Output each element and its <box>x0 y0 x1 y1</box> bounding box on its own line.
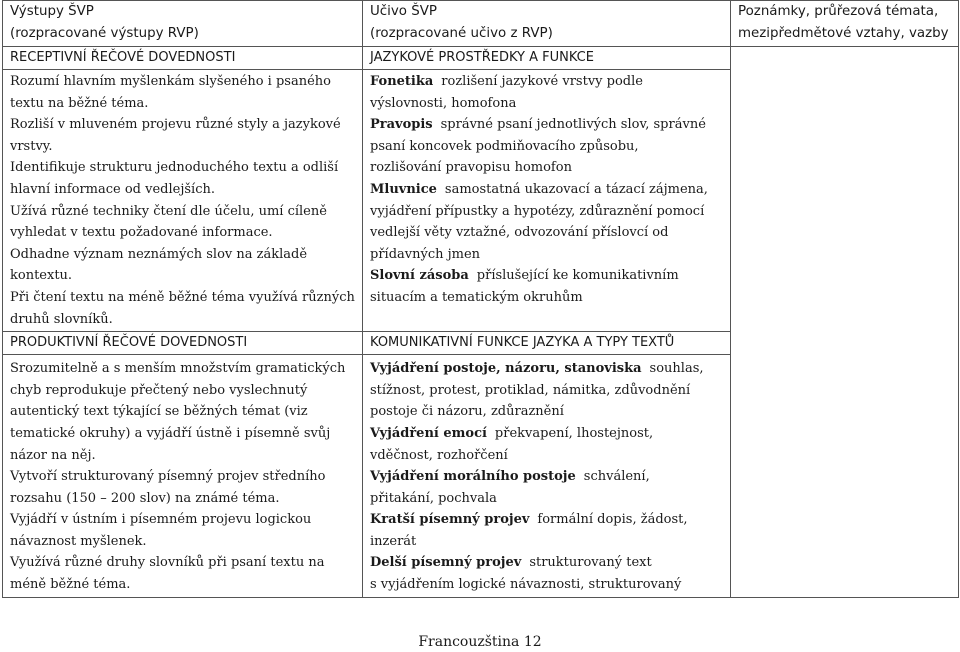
content-term: Slovní zásoba <box>370 268 469 284</box>
content-term: Vyjádření postoje, názoru, stanoviska <box>370 361 642 377</box>
section1-left-title: RECEPTIVNÍ ŘEČOVÉ DOVEDNOSTI <box>3 47 363 70</box>
content-term: Fonetika <box>370 74 434 89</box>
content-term: Vyjádření emocí <box>370 425 487 441</box>
section2-content <box>363 355 731 598</box>
content-line: vyjádření přípustky a hypotézy, zdůraznění pomocí <box>370 203 705 219</box>
content-term: Kratší písemný projev <box>370 512 530 528</box>
list-item: Odhadne význam neznámých slov na základě <box>10 246 308 262</box>
list-item: Užívá různé techniky čtení dle účelu, umí cíleně <box>10 203 327 219</box>
list-item: chyb reprodukuje přečtený nebo vyslechnutý <box>10 382 308 398</box>
content-term: Mluvnice <box>370 181 437 197</box>
content-text: překvapení, lhostejnost, <box>494 425 654 441</box>
content-line: postoje či názoru, zdůraznění <box>370 404 564 420</box>
list-item: autentický text týkající se běžných témat (viz <box>10 404 308 420</box>
section1-outputs <box>3 70 363 332</box>
section2-outputs <box>3 355 363 598</box>
header-content-subtitle: (rozpracované učivo z RVP) <box>370 26 553 41</box>
content-text: formální dopis, žádost, <box>537 512 688 528</box>
section1-content <box>363 70 731 332</box>
content-line <box>370 265 723 287</box>
list-item: Vytvoří strukturovaný písemný projev středního <box>10 469 326 485</box>
list-item: Identifikuje strukturu jednoduchého textu a odliší <box>10 160 339 176</box>
content-line: psaní koncovek podmiňovacího způsobu, <box>370 138 639 154</box>
content-text: schválení, <box>583 469 650 485</box>
list-item: druhů slovníků. <box>10 311 113 327</box>
content-line: výslovnosti, homofona <box>370 95 517 111</box>
list-item: názor na něj. <box>10 447 96 463</box>
content-text: samostatná ukazovací a tázací zájmena, <box>444 181 708 197</box>
content-line <box>370 71 723 93</box>
content-line <box>370 466 723 488</box>
list-item: Vyjádří v ústním i písemném projevu logickou <box>10 512 312 528</box>
content-text: souhlas, <box>649 361 704 377</box>
content-line: situacím a tematickým okruhům <box>370 289 583 305</box>
list-item: rozsahu (150 – 200 slov) na známé téma. <box>10 490 280 506</box>
content-line <box>370 114 723 136</box>
list-item: textu na běžné téma. <box>10 95 149 111</box>
list-item: tematické okruhy) a vyjádří ústně i písemně svůj <box>10 425 331 441</box>
header-outputs-subtitle: (rozpracované výstupy RVP) <box>10 26 199 41</box>
content-line: vděčnost, rozhořčení <box>370 447 508 463</box>
header-notes-line2: mezipředmětové vztahy, vazby <box>738 26 949 41</box>
content-text: správné psaní jednotlivých slov, správné <box>440 117 706 133</box>
content-line: s vyjádřením logické návaznosti, strukturovaný <box>370 577 682 593</box>
content-text: strukturovaný text <box>529 555 652 571</box>
content-term: Delší písemný projev <box>370 555 522 571</box>
content-line: inzerát <box>370 533 417 549</box>
page-footer: Francouzština 12 <box>418 634 542 650</box>
header-content <box>363 1 731 47</box>
list-item: hlavní informace od vedlejších. <box>10 181 215 197</box>
content-line: přitakání, pochvala <box>370 490 497 506</box>
header-notes-line1: Poznámky, průřezová témata, <box>738 4 939 19</box>
section2-left-title: PRODUKTIVNÍ ŘEČOVÉ DOVEDNOSTI <box>3 332 363 355</box>
content-line <box>370 423 723 445</box>
content-text: rozlišení jazykové vrstvy podle <box>441 74 643 89</box>
list-item: Při čtení textu na méně běžné téma využívá různých <box>10 289 355 305</box>
list-item: vyhledat v textu požadované informace. <box>10 225 273 241</box>
list-item: Rozumí hlavním myšlenkám slyšeného i psaného <box>10 74 331 89</box>
content-line: stížnost, protest, protiklad, námitka, zdůvodnění <box>370 382 691 398</box>
content-line <box>370 358 723 380</box>
list-item: Rozliší v mluveném projevu různé styly a jazykové <box>10 117 341 133</box>
section1-right-title: JAZYKOVÉ PROSTŘEDKY A FUNKCE <box>363 47 731 70</box>
section2-right-title: KOMUNIKATIVNÍ FUNKCE JAZYKA A TYPY TEXTŮ <box>363 332 731 355</box>
list-item: vrstvy. <box>10 138 53 154</box>
content-line: vedlejší věty vztažné, odvozování příslovcí od <box>370 225 669 241</box>
header-outputs-title: Výstupy ŠVP <box>10 4 94 19</box>
notes-cell <box>731 47 959 598</box>
content-line <box>370 552 723 574</box>
content-line <box>370 179 723 201</box>
list-item: kontextu. <box>10 268 73 284</box>
header-notes <box>731 1 959 47</box>
list-item: Využívá různé druhy slovníků při psaní textu na <box>10 555 325 571</box>
curriculum-table <box>2 0 959 598</box>
content-term: Vyjádření morálního postoje <box>370 469 576 485</box>
content-term: Pravopis <box>370 117 433 133</box>
content-text: příslušející ke komunikativním <box>476 268 679 284</box>
list-item: návaznost myšlenek. <box>10 533 147 549</box>
content-line: rozlišování pravopisu homofon <box>370 160 572 176</box>
header-outputs <box>3 1 363 47</box>
header-content-title: Učivo ŠVP <box>370 4 437 19</box>
content-line: přídavných jmen <box>370 246 481 262</box>
list-item: méně běžné téma. <box>10 577 131 593</box>
section1-title-row <box>3 47 959 70</box>
content-line <box>370 509 723 531</box>
list-item: Srozumitelně a s menším množstvím gramatických <box>10 361 346 377</box>
